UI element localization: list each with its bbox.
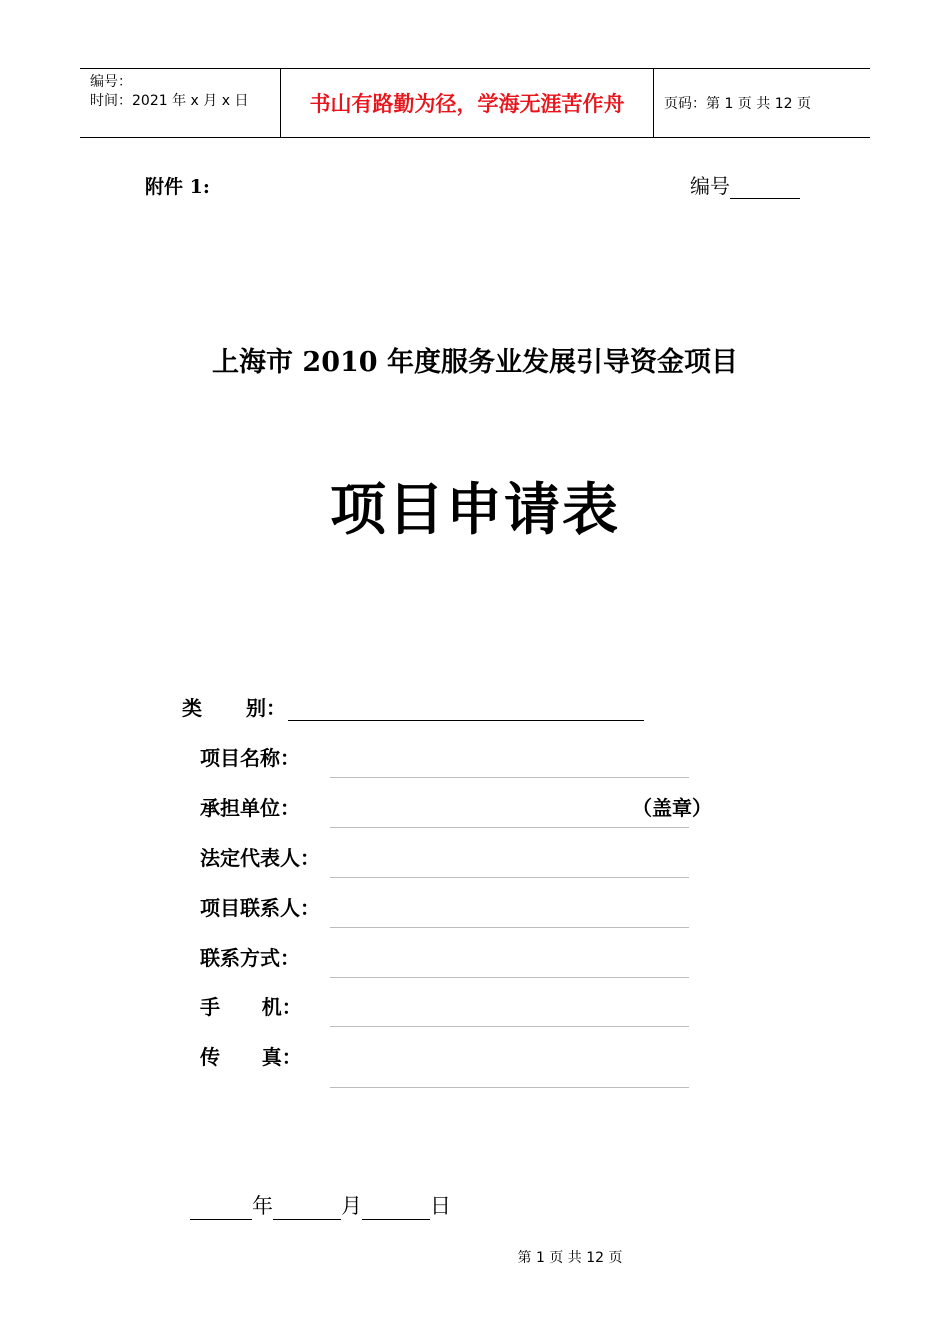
header-time: 时间：2021 年 x 月 x 日 (90, 93, 249, 109)
year-blank (190, 1197, 252, 1220)
month-label: 月 (341, 1194, 362, 1218)
header-meta (80, 69, 281, 137)
day-label: 日 (430, 1194, 451, 1218)
document-title: 项目申请表 (330, 477, 620, 543)
attachment-label: 附件 1: (145, 176, 210, 198)
contact-person-line (330, 927, 689, 928)
project-name-label: 项目名称： (200, 746, 300, 770)
legal-rep-label: 法定代表人： (200, 846, 320, 870)
contact-method-label: 联系方式： (200, 946, 300, 970)
mobile-label: 手 机： (200, 995, 302, 1019)
undertaker-label: 承担单位： (200, 796, 300, 820)
number-label: 编号 (690, 174, 730, 198)
date-field (190, 1190, 451, 1220)
category-label-1: 类 (182, 696, 202, 720)
project-name-line (330, 777, 689, 778)
undertaker-line (330, 827, 689, 828)
category-field (182, 692, 644, 721)
header-number-label: 编号： (90, 74, 132, 90)
number-blank (730, 178, 800, 199)
category-blank (288, 698, 644, 721)
contact-person-label: 项目联系人： (200, 896, 320, 920)
fax-label: 传 真： (200, 1045, 302, 1069)
header-page-info: 页码：第 1 页 共 12 页 (664, 96, 811, 112)
page-footer: 第 1 页 共 12 页 (517, 1250, 623, 1266)
month-blank (273, 1197, 341, 1220)
year-label: 年 (252, 1194, 273, 1218)
header-motto: 书山有路勤为径，学海无涯苦作舟 (281, 69, 654, 137)
contact-method-line (330, 977, 689, 978)
document-header (80, 68, 870, 138)
legal-rep-line (330, 877, 689, 878)
day-blank (362, 1197, 430, 1220)
number-field (690, 170, 800, 199)
fax-line (330, 1087, 689, 1088)
category-label-2: 别： (246, 696, 286, 720)
stamp-label: （盖章） (632, 796, 712, 820)
mobile-line (330, 1026, 689, 1027)
document-subtitle: 上海市 2010 年度服务业发展引导资金项目 (212, 347, 738, 378)
